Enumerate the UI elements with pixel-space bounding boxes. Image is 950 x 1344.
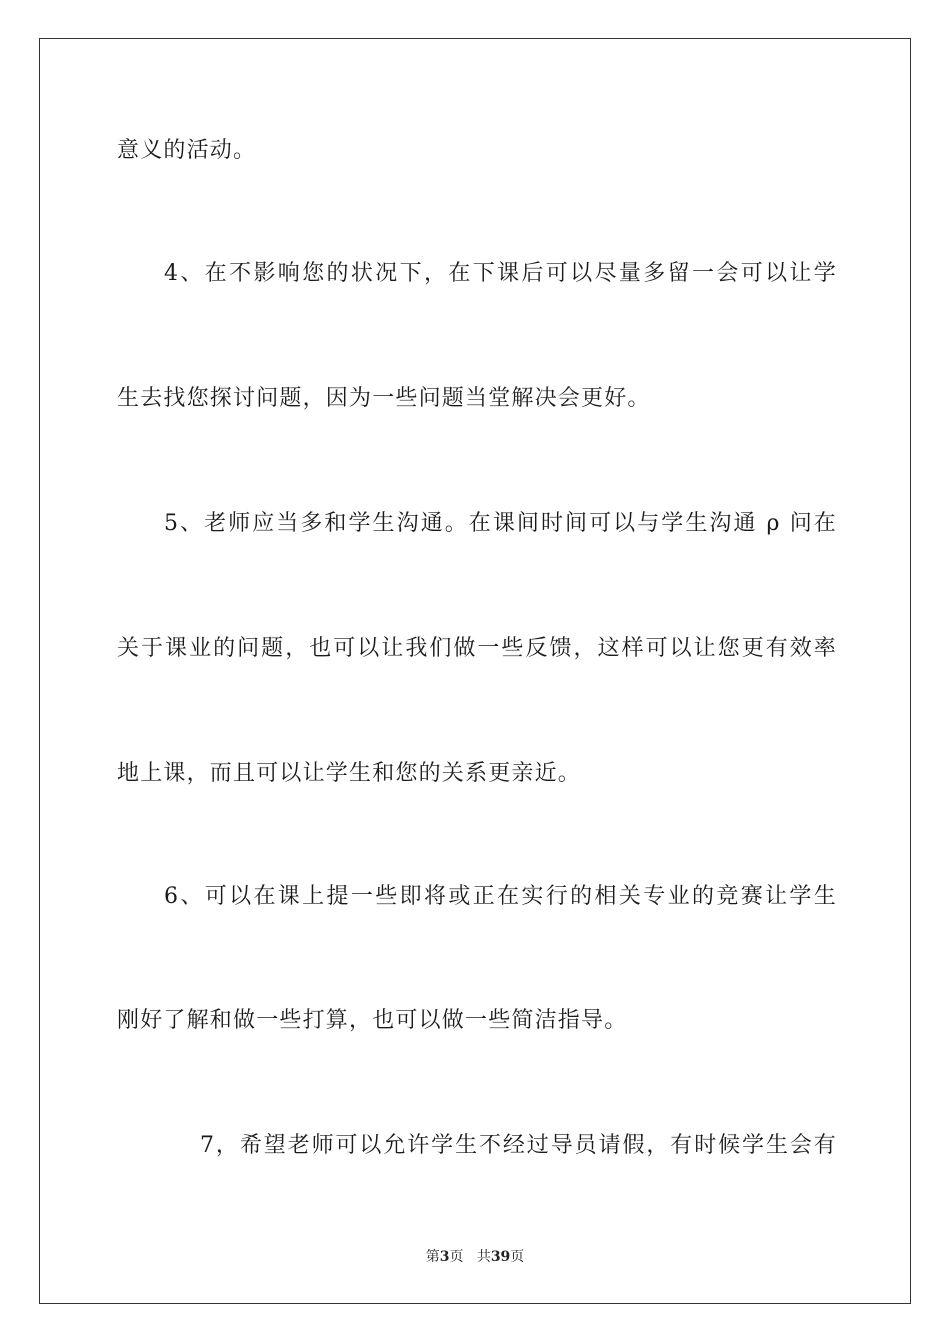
text-line-6: 地上课，而且可以让学生和您的关系更亲近。: [117, 761, 582, 786]
text-line-5: 关于课业的问题，也可以让我们做一些反馈，这样可以让您更有效率: [117, 636, 837, 661]
text-line-4: 5、老师应当多和学生沟通。在课间时间可以与学生沟通 ρ 问在: [164, 511, 837, 536]
footer-total-pages: 39: [490, 1249, 511, 1265]
page-border: [39, 38, 911, 1304]
text-line-7: 6、可以在课上提一些即将或正在实行的相关专业的竞赛让学生: [164, 884, 837, 909]
page-footer: [0, 1246, 950, 1266]
text-line-8: 刚好了解和做一些打算，也可以做一些简洁指导。: [117, 1008, 628, 1033]
text-line-3: 生去找您探讨问题，因为一些问题当堂解决会更好。: [117, 386, 651, 411]
footer-total-prefix: 共: [476, 1249, 491, 1265]
footer-prefix: 第: [425, 1249, 440, 1265]
text-line-2: 4、在不影响您的状况下，在下课后可以尽量多留一会可以让学: [164, 261, 837, 286]
text-line-9: 7，希望老师可以允许学生不经过导员请假，有时候学生会有: [200, 1133, 837, 1158]
footer-total-suffix: 页: [510, 1249, 525, 1265]
footer-page-number: 3: [439, 1249, 450, 1265]
footer-page-suffix: 页: [449, 1249, 464, 1265]
text-line-1: 意义的活动。: [117, 138, 257, 163]
